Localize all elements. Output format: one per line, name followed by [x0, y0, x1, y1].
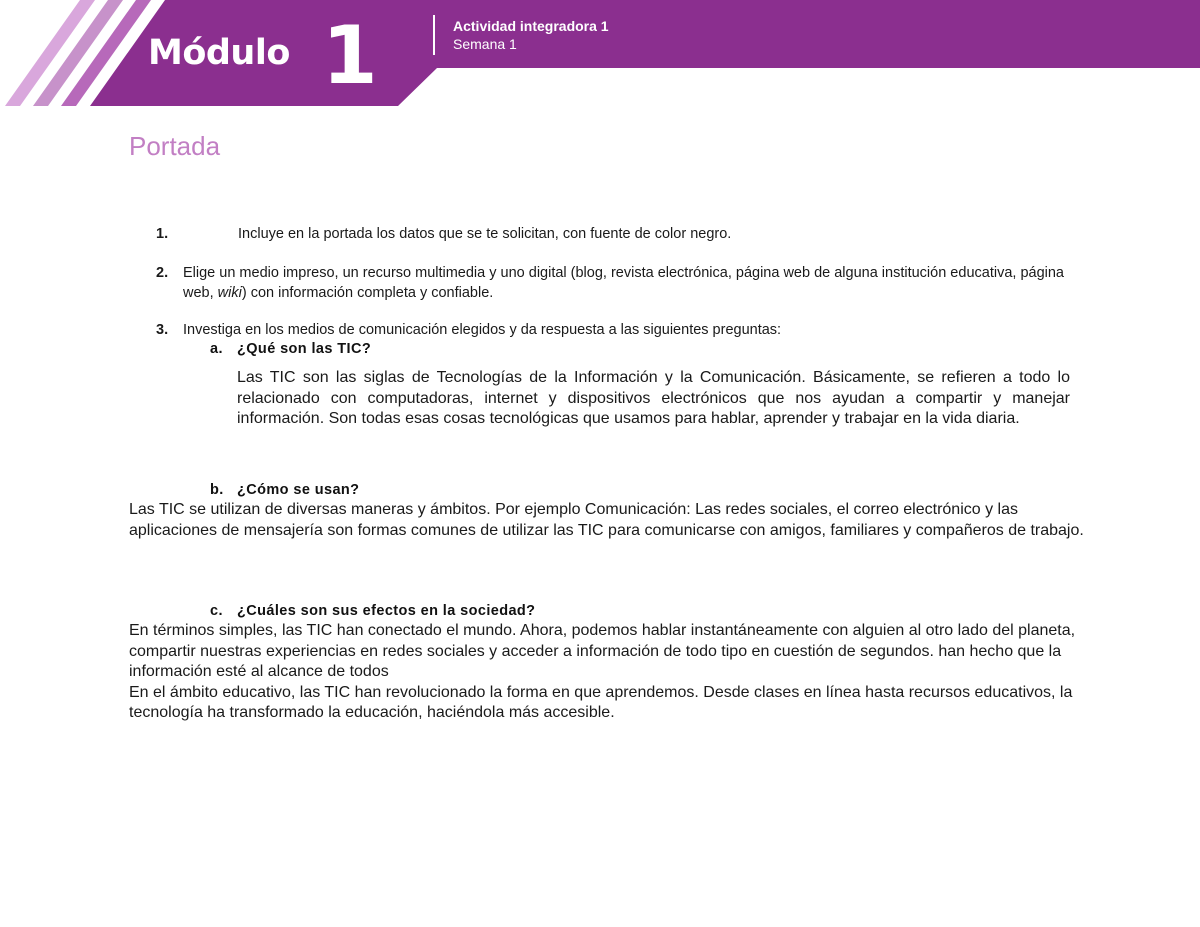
activity-title: Actividad integradora 1 — [453, 18, 609, 34]
header-divider — [433, 15, 435, 55]
step-number: 2. — [156, 265, 169, 281]
question-letter: c. — [210, 603, 223, 619]
module-number: 1 — [322, 9, 378, 102]
question-text: ¿Cuáles son sus efectos en la sociedad? — [237, 603, 536, 619]
question-letter: a. — [210, 341, 223, 357]
answer-paragraph: En el ámbito educativo, las TIC han revolucionado la forma en que aprendemos. Desde clases en línea hasta recursos educativos, la tecnología ha transformado la educación, haciéndola más accesible. — [129, 683, 1073, 722]
week-label: Semana 1 — [453, 36, 517, 52]
step-text — [183, 263, 1083, 303]
step-text-part: ) con información completa y confiable. — [241, 285, 494, 301]
step-text-italic: wiki — [217, 285, 242, 301]
question-text: ¿Qué son las TIC? — [237, 341, 372, 357]
page-title: Portada — [129, 131, 221, 161]
question-letter: b. — [210, 482, 224, 498]
step-text: Incluye en la portada los datos que se te solicitan, con fuente de color negro. — [238, 226, 732, 242]
step-text-part: Elige un medio impreso, un recurso multimedia y uno digital (blog, revista electrónica, página web de alguna institución educativa, página web, — [183, 265, 1064, 301]
step-text: Investiga en los medios de comunicación elegidos y da respuesta a las siguientes preguntas: — [183, 322, 782, 338]
answer-paragraph: Las TIC son las siglas de Tecnologías de la Información y la Comunicación. Básicamente, se refieren a todo lo relacionado con computadoras, internet y dispositivos electrónicos que nos ayudan a compartir y manejar información. Son todas esas cosas tecnológicas que usamos para hablar, aprender y trabajar en la vida diaria. — [237, 369, 1070, 428]
step-number: 1. — [156, 226, 169, 242]
module-label: Módulo — [148, 33, 290, 73]
answer-paragraph: Las TIC se utilizan de diversas maneras y ámbitos. Por ejemplo Comunicación: Las redes sociales, el correo electrónico y las aplicaciones de mensajería son formas comunes de utilizar las TIC para comunicarse con amigos, familiares y compañeros de trabajo. — [129, 501, 1084, 539]
question-text: ¿Cómo se usan? — [237, 482, 360, 498]
answer-c — [129, 621, 1089, 724]
answer-a — [237, 368, 1070, 430]
answer-paragraph: En términos simples, las TIC han conectado el mundo. Ahora, podemos hablar instantáneamente con alguien al otro lado del planeta, compartir nuestras experiencias en redes sociales y acceder a información de todo tipo en cuestión de segundos. han hecho que la información esté al alcance de todos — [129, 622, 1076, 681]
module-banner — [0, 0, 1200, 110]
answer-b — [129, 500, 1089, 541]
step-number: 3. — [156, 322, 169, 338]
